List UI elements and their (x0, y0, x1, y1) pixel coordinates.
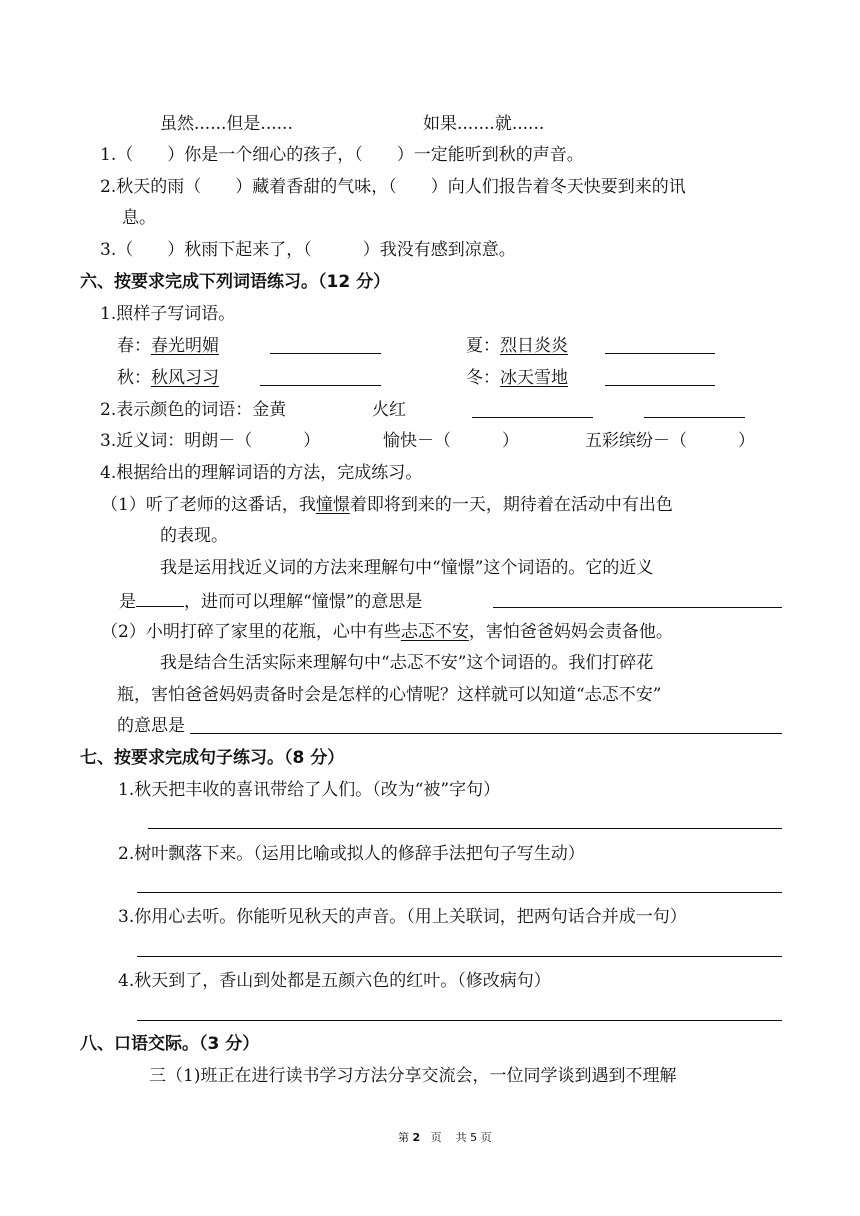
s6-p1 (101, 493, 673, 517)
s5-question-1: 1.（ ）你是一个细心的孩子，（ ）一定能听到秋的声音。 (100, 145, 584, 165)
section-8-heading: 八、口语交际。（3 分） (80, 1034, 260, 1054)
s6-p2-expl: 我是结合生活实际来理解句中“忐忑不安”这个词语的。我们打碎花 (160, 653, 654, 673)
summer-row (466, 334, 568, 358)
page-footer (398, 1129, 492, 1145)
winter-answer-blank[interactable] (605, 385, 715, 386)
color-word-blank-2[interactable] (644, 417, 745, 418)
footer-total: 共 5 页 (455, 1131, 492, 1144)
color-word-blank-1[interactable] (472, 417, 593, 418)
s6-q2-word2: 火红 (372, 400, 406, 420)
conjunction-pair-1: 虽然......但是...... (160, 114, 293, 134)
s5-question-3: 3.（ ）秋雨下起来了，（ ）我没有感到凉意。 (100, 240, 516, 260)
s8-text: 三（1)班正在进行读书学习方法分享交流会，一位同学谈到遇到不理解 (149, 1066, 677, 1086)
s7-q2-answer-line[interactable] (137, 892, 782, 893)
winter-example: 冰天雪地 (500, 368, 568, 388)
summer-answer-blank[interactable] (605, 353, 715, 354)
s7-q2: 2.树叶飘落下来。（运用比喻或拟人的修辞手法把句子写生动） (118, 844, 585, 864)
synonym-blank[interactable] (136, 588, 184, 607)
footer-page-prefix: 第 (398, 1131, 409, 1144)
s7-q4: 4.秋天到了，香山到处都是五颜六色的红叶。（修改病句） (118, 971, 551, 991)
spring-example: 春光明媚 (151, 336, 219, 356)
s6-p1-cont: 的表现。 (160, 526, 228, 546)
s5-question-2-cont: 息。 (122, 208, 156, 228)
p1-expl2-a: 是 (119, 592, 136, 612)
section-7-heading: 七、按要求完成句子练习。（8 分） (80, 748, 345, 768)
p2-text-post: ，害怕爸爸妈妈会责备他。 (468, 622, 673, 642)
s5-question-2: 2.秋天的雨（ ）藏着香甜的气味，（ ）向人们报告着冬天快要到来的讯 (100, 177, 686, 197)
s6-q1-title: 1.照样子写词语。 (100, 304, 236, 324)
s6-p2-expl3: 的意思是 (117, 716, 185, 736)
p1-expl2-b: ，进而可以理解“憧憬”的意思是 (184, 592, 423, 612)
s6-q2: 2.表示颜色的词语：金黄 (100, 400, 287, 420)
s6-q3-b: 愉快－（ ） (383, 431, 519, 451)
meaning-blank-2[interactable] (190, 733, 782, 734)
autumn-example: 秋风习习 (151, 368, 219, 388)
s7-q3: 3.你用心去听。你能听见秋天的声音。（用上关联词，把两句话合并成一句） (118, 907, 687, 927)
s6-q3-c: 五彩缤纷－（ ） (585, 431, 755, 451)
spring-row (117, 334, 219, 358)
p2-key-word: 忐忑不安 (400, 622, 469, 642)
s7-q1: 1.秋天把丰收的喜讯带给了人们。（改为“被”字句） (118, 780, 501, 800)
p1-text-pre: （1）听了老师的这番话，我 (101, 495, 316, 515)
meaning-blank-1[interactable] (493, 607, 782, 608)
s6-q3-a: 3.近义词：明朗－（ ） (100, 431, 321, 451)
summer-label: 夏： (466, 336, 500, 356)
p2-text-pre: （2）小明打碎了家里的花瓶，心中有些 (101, 622, 401, 642)
winter-row (466, 366, 568, 390)
s6-q4-title: 4.根据给出的理解词语的方法，完成练习。 (100, 463, 423, 483)
s6-p1-expl: 我是运用找近义词的方法来理解句中“憧憬”这个词语的。它的近义 (160, 558, 654, 578)
footer-page-suffix: 页 (430, 1131, 442, 1144)
s7-q1-answer-line[interactable] (148, 828, 782, 829)
spring-answer-blank[interactable] (270, 353, 381, 354)
spring-label: 春： (117, 336, 151, 356)
winter-label: 冬： (466, 368, 500, 388)
footer-page-num: 2 (412, 1131, 421, 1144)
section-6-heading: 六、按要求完成下列词语练习。（12 分） (80, 272, 391, 292)
autumn-label: 秋： (117, 368, 151, 388)
s6-p2-expl2: 瓶，害怕爸爸妈妈责备时会是怎样的心情呢？这样就可以知道“忐忑不安” (117, 685, 662, 705)
s6-p2 (101, 620, 673, 644)
p1-text-post: 着即将到来的一天，期待着在活动中有出色 (349, 495, 673, 515)
autumn-row (117, 366, 219, 390)
s7-q3-answer-line[interactable] (137, 956, 782, 957)
p1-key-word: 憧憬 (315, 495, 350, 515)
autumn-answer-blank[interactable] (260, 385, 381, 386)
summer-example: 烈日炎炎 (500, 336, 568, 356)
conjunction-pair-2: 如果.......就...... (423, 114, 545, 134)
s6-p1-expl2 (119, 588, 422, 614)
s7-q4-answer-line[interactable] (137, 1020, 782, 1021)
